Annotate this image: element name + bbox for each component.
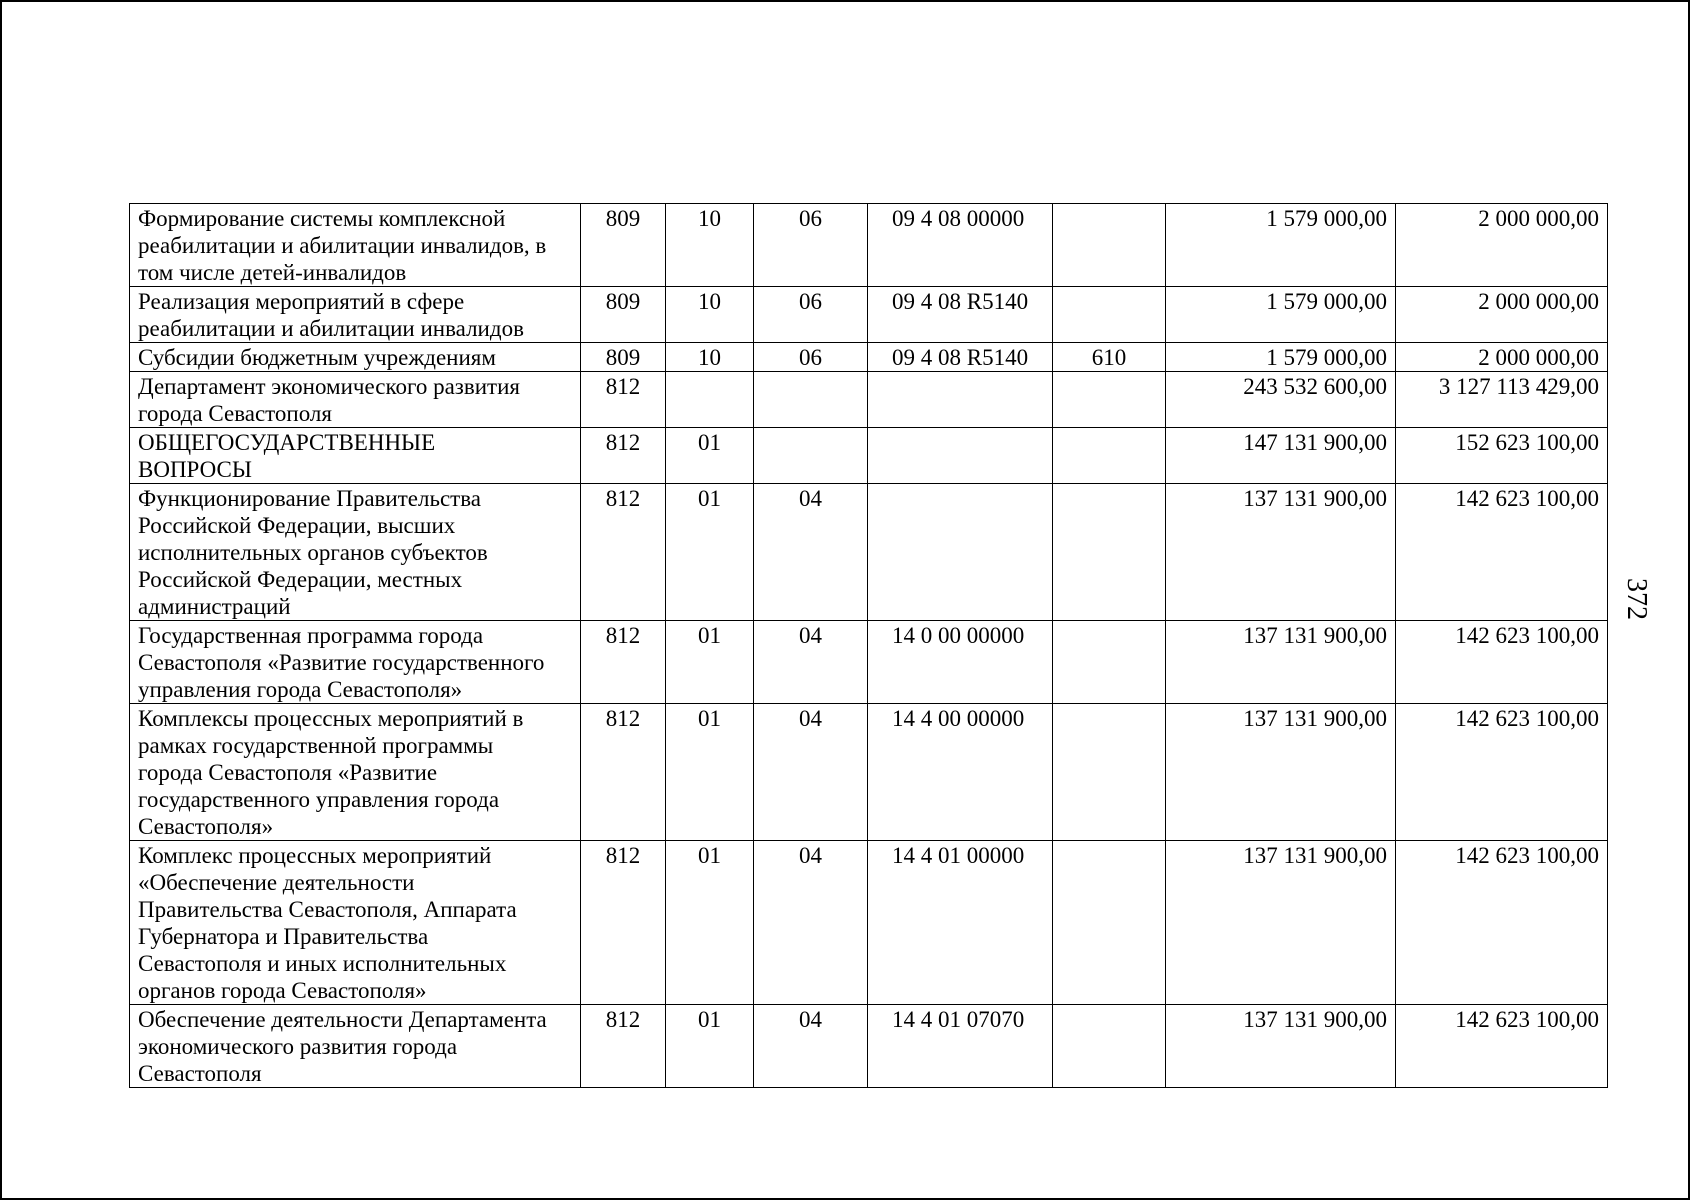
cell-subsection-code — [754, 428, 868, 484]
cell-target-item: 14 4 01 07070 — [868, 1005, 1053, 1088]
cell-subsection-code: 04 — [754, 704, 868, 841]
cell-expense-type — [1053, 372, 1166, 428]
table-row — [130, 287, 1608, 343]
cell-expense-type — [1053, 484, 1166, 621]
table-row — [130, 841, 1608, 1005]
cell-amount-2: 152 623 100,00 — [1396, 428, 1608, 484]
cell-amount-2: 142 623 100,00 — [1396, 704, 1608, 841]
cell-target-item: 14 0 00 00000 — [868, 621, 1053, 704]
cell-amount-1: 137 131 900,00 — [1166, 621, 1396, 704]
cell-amount-1: 1 579 000,00 — [1166, 343, 1396, 372]
table-row — [130, 343, 1608, 372]
cell-target-item: 14 4 00 00000 — [868, 704, 1053, 841]
cell-ministry-code: 809 — [581, 204, 666, 287]
cell-name: Реализация мероприятий в сфере реабилитации и абилитации инвалидов — [130, 287, 581, 343]
cell-subsection-code: 04 — [754, 621, 868, 704]
cell-subsection-code: 04 — [754, 1005, 868, 1088]
cell-amount-2: 2 000 000,00 — [1396, 287, 1608, 343]
cell-ministry-code: 809 — [581, 343, 666, 372]
cell-name: ОБЩЕГОСУДАРСТВЕННЫЕ ВОПРОСЫ — [130, 428, 581, 484]
cell-expense-type: 610 — [1053, 343, 1166, 372]
cell-name: Субсидии бюджетным учреждениям — [130, 343, 581, 372]
page-number: 372 — [1621, 578, 1652, 620]
cell-section-code: 01 — [666, 841, 754, 1005]
cell-ministry-code: 812 — [581, 621, 666, 704]
cell-amount-2: 2 000 000,00 — [1396, 204, 1608, 287]
cell-ministry-code: 812 — [581, 1005, 666, 1088]
table-row — [130, 621, 1608, 704]
cell-amount-1: 147 131 900,00 — [1166, 428, 1396, 484]
cell-expense-type — [1053, 841, 1166, 1005]
cell-subsection-code: 04 — [754, 484, 868, 621]
cell-section-code: 10 — [666, 287, 754, 343]
cell-expense-type — [1053, 704, 1166, 841]
table-row — [130, 428, 1608, 484]
cell-amount-1: 137 131 900,00 — [1166, 704, 1396, 841]
cell-amount-2: 142 623 100,00 — [1396, 621, 1608, 704]
cell-amount-1: 137 131 900,00 — [1166, 484, 1396, 621]
cell-target-item — [868, 372, 1053, 428]
cell-name: Комплекс процессных мероприятий «Обеспечение деятельности Правительства Севастополя, Аппарата Губернатора и Правительства Севастополя и иных исполнительных органов города Севастополя» — [130, 841, 581, 1005]
cell-expense-type — [1053, 621, 1166, 704]
cell-section-code: 01 — [666, 428, 754, 484]
cell-expense-type — [1053, 204, 1166, 287]
cell-target-item: 09 4 08 00000 — [868, 204, 1053, 287]
cell-expense-type — [1053, 287, 1166, 343]
cell-expense-type — [1053, 428, 1166, 484]
cell-section-code: 01 — [666, 1005, 754, 1088]
cell-target-item: 09 4 08 R5140 — [868, 343, 1053, 372]
cell-target-item: 09 4 08 R5140 — [868, 287, 1053, 343]
cell-ministry-code: 812 — [581, 428, 666, 484]
cell-amount-2: 142 623 100,00 — [1396, 484, 1608, 621]
cell-amount-2: 3 127 113 429,00 — [1396, 372, 1608, 428]
cell-amount-2: 142 623 100,00 — [1396, 1005, 1608, 1088]
cell-ministry-code: 809 — [581, 287, 666, 343]
cell-expense-type — [1053, 1005, 1166, 1088]
cell-name: Обеспечение деятельности Департамента экономического развития города Севастополя — [130, 1005, 581, 1088]
cell-target-item: 14 4 01 00000 — [868, 841, 1053, 1005]
table-row — [130, 204, 1608, 287]
cell-name: Государственная программа города Севастополя «Развитие государственного управления города Севастополя» — [130, 621, 581, 704]
cell-section-code: 01 — [666, 704, 754, 841]
cell-section-code: 01 — [666, 621, 754, 704]
cell-amount-1: 243 532 600,00 — [1166, 372, 1396, 428]
cell-ministry-code: 812 — [581, 484, 666, 621]
cell-ministry-code: 812 — [581, 704, 666, 841]
cell-section-code — [666, 372, 754, 428]
table-row — [130, 704, 1608, 841]
cell-section-code: 10 — [666, 343, 754, 372]
cell-name: Формирование системы комплексной реабилитации и абилитации инвалидов, в том числе детей-инвалидов — [130, 204, 581, 287]
cell-subsection-code: 06 — [754, 343, 868, 372]
cell-amount-2: 2 000 000,00 — [1396, 343, 1608, 372]
cell-amount-1: 137 131 900,00 — [1166, 841, 1396, 1005]
cell-amount-1: 1 579 000,00 — [1166, 204, 1396, 287]
cell-amount-2: 142 623 100,00 — [1396, 841, 1608, 1005]
cell-name: Комплексы процессных мероприятий в рамках государственной программы города Севастополя «Развитие государственного управления города Севастополя» — [130, 704, 581, 841]
cell-ministry-code: 812 — [581, 372, 666, 428]
budget-table — [129, 203, 1608, 1088]
cell-subsection-code: 04 — [754, 841, 868, 1005]
cell-section-code: 01 — [666, 484, 754, 621]
table-row — [130, 372, 1608, 428]
cell-target-item — [868, 484, 1053, 621]
cell-target-item — [868, 428, 1053, 484]
cell-name: Функционирование Правительства Российской Федерации, высших исполнительных органов субъектов Российской Федерации, местных администраций — [130, 484, 581, 621]
cell-subsection-code: 06 — [754, 204, 868, 287]
table-row — [130, 1005, 1608, 1088]
cell-amount-1: 137 131 900,00 — [1166, 1005, 1396, 1088]
cell-subsection-code — [754, 372, 868, 428]
table-row — [130, 484, 1608, 621]
cell-section-code: 10 — [666, 204, 754, 287]
cell-ministry-code: 812 — [581, 841, 666, 1005]
cell-name: Департамент экономического развития города Севастополя — [130, 372, 581, 428]
cell-amount-1: 1 579 000,00 — [1166, 287, 1396, 343]
cell-subsection-code: 06 — [754, 287, 868, 343]
